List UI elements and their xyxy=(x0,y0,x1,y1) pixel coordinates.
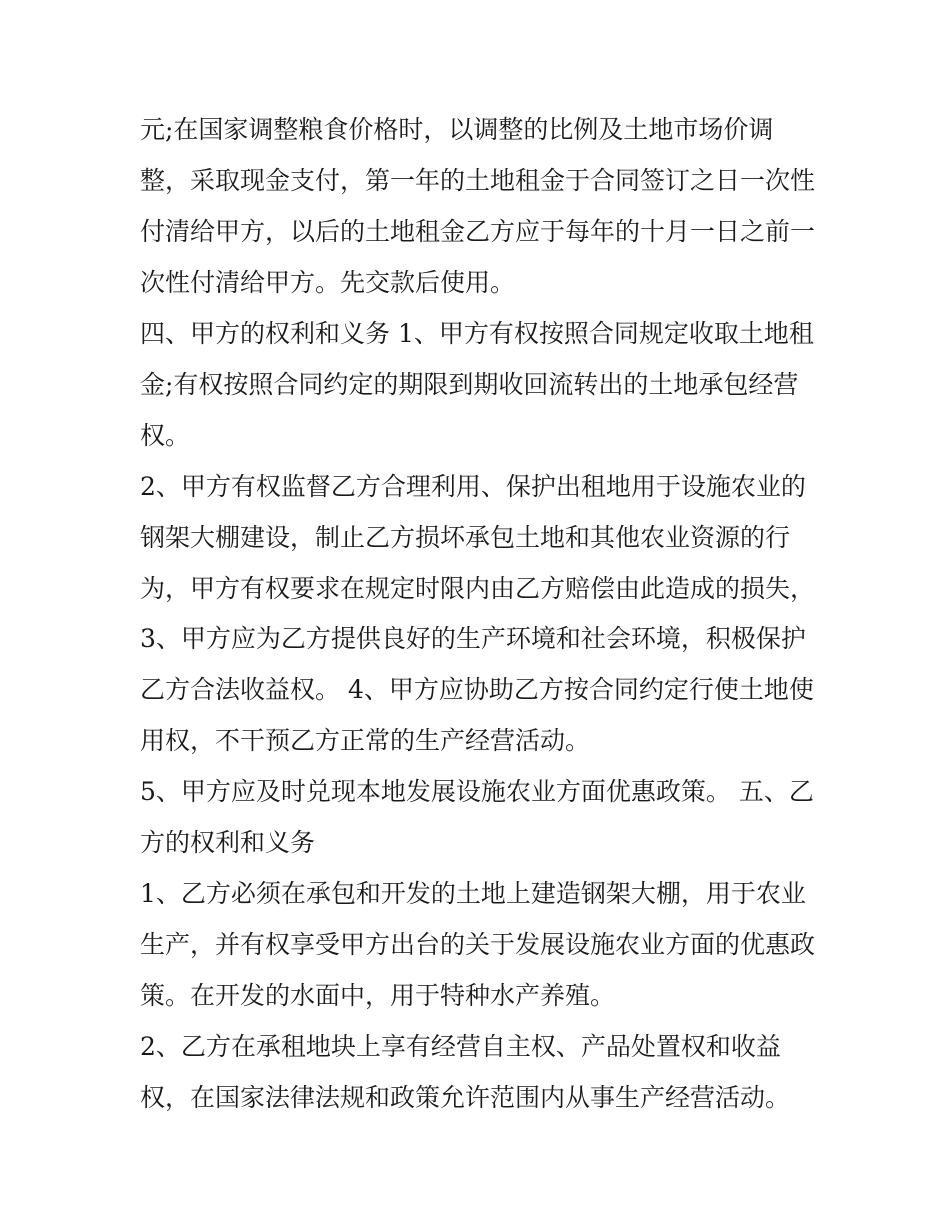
text-line: 乙方合法收益权。 4、甲方应协助乙方按合同约定行使土地使 xyxy=(140,675,814,704)
text-line: 3、甲方应为乙方提供良好的生产环境和社会环境，积极保护 xyxy=(140,624,806,653)
text-line: 钢架大棚建设，制止乙方损坏承包土地和其他农业资源的行 xyxy=(140,523,791,552)
text-line: 次性付清给甲方。先交款后使用。 xyxy=(140,268,516,297)
text-line: 权。 xyxy=(140,421,191,450)
text-line: 方的权利和义务 xyxy=(140,828,316,857)
text-line: 为，甲方有权要求在规定时限内由乙方赔偿由此造成的损失， xyxy=(140,574,816,603)
text-line: 5、甲方应及时兑现本地发展设施农业方面优惠政策。 五、乙 xyxy=(140,777,814,806)
text-line: 2、甲方有权监督乙方合理利用、保护出租地用于设施农业的 xyxy=(140,472,806,501)
text-line: 权，在国家法律法规和政策允许范围内从事生产经营活动。 xyxy=(140,1083,791,1112)
text-line: 策。在开发的水面中，用于特种水产养殖。 xyxy=(140,981,616,1010)
text-line: 2、乙方在承租地块上享有经营自主权、产品处置权和收益 xyxy=(140,1032,781,1061)
text-line: 元;在国家调整粮食价格时，以调整的比例及土地市场价调 xyxy=(140,115,774,144)
text-line: 金;有权按照合同约定的期限到期收回流转出的土地承包经营 xyxy=(140,370,799,399)
text-line: 整，采取现金支付，第一年的土地租金于合同签订之日一次性 xyxy=(140,166,816,195)
text-line: 用权，不干预乙方正常的生产经营活动。 xyxy=(140,726,591,755)
text-line: 四、甲方的权利和义务 1、甲方有权按照合同规定收取土地租 xyxy=(140,319,814,348)
text-line: 生产，并有权享受甲方出台的关于发展设施农业方面的优惠政 xyxy=(140,930,816,959)
text-line: 1、乙方必须在承包和开发的土地上建造钢架大棚，用于农业 xyxy=(140,879,806,908)
text-line: 付清给甲方，以后的土地租金乙方应于每年的十月一日之前一 xyxy=(140,217,816,246)
